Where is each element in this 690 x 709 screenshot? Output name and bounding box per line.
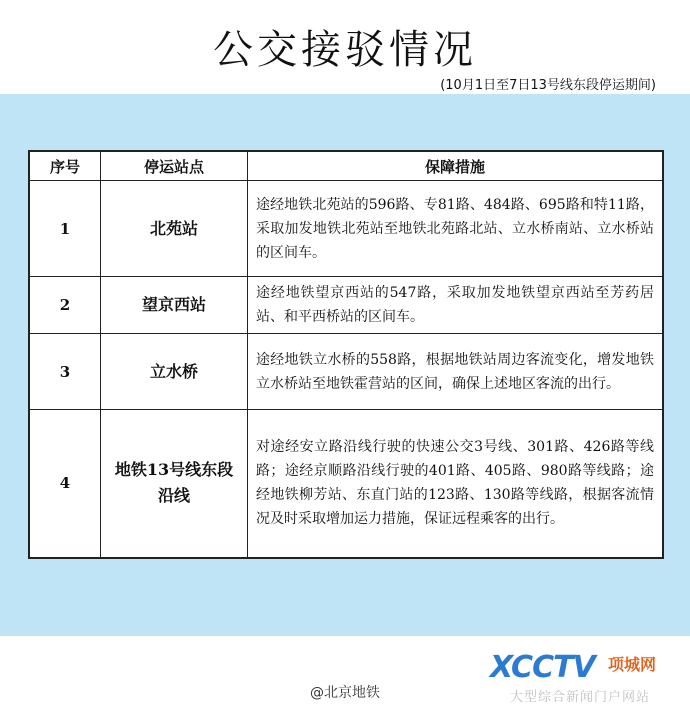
watermark-slogan: 大型综合新闻门户网站: [510, 690, 651, 705]
station-name: 北苑站: [101, 181, 248, 277]
watermark-logo: XCCTV: [490, 650, 595, 685]
measure-text: 途经地铁立水桥的558路，根据地铁站周边客流变化，增发地铁立水桥站至地铁霍营站的区间，确保上述地区客流的出行。: [248, 334, 664, 410]
table-row: [29, 181, 663, 277]
table-row: [29, 334, 663, 410]
station-name: 立水桥: [101, 334, 248, 410]
weibo-username: @北京地铁: [310, 685, 380, 701]
row-number: 2: [29, 277, 101, 334]
column-header-measures: 保障措施: [248, 151, 664, 181]
measure-text: 对途经安立路沿线行驶的快速公交3号线、301路、426路等线路；途经京顺路沿线行驶的401路、405路、980路等线路；途经地铁柳芳站、东直门站的123路、130路等线路，根据客流情况及时采取增加运力措施，保证远程乘客的出行。: [248, 410, 664, 558]
row-number: 1: [29, 181, 101, 277]
measure-text: 途经地铁北苑站的596路、专81路、484路、695路和特11路，采取加发地铁北苑站至地铁北苑路北站、立水桥南站、立水桥站的区间车。: [248, 181, 664, 277]
shuttle-bus-table: [28, 150, 664, 559]
column-header-station: 停运站点: [101, 151, 248, 181]
watermark-domain: 项城网: [608, 655, 657, 674]
station-name: 望京西站: [101, 277, 248, 334]
station-name: 地铁13号线东段沿线: [101, 410, 248, 558]
page-subtitle: (10月1日至7日13号线东段停运期间): [440, 78, 656, 93]
row-number: 3: [29, 334, 101, 410]
table-row: [29, 277, 663, 334]
page-title: 公交接驳情况: [213, 27, 477, 73]
column-header-number: 序号: [29, 151, 101, 181]
table-row: [29, 410, 663, 558]
measure-text: 途经地铁望京西站的547路，采取加发地铁望京西站至芳药居站、和平西桥站的区间车。: [248, 277, 664, 334]
row-number: 4: [29, 410, 101, 558]
site-watermark: [490, 650, 686, 706]
table-header-row: [29, 151, 663, 181]
